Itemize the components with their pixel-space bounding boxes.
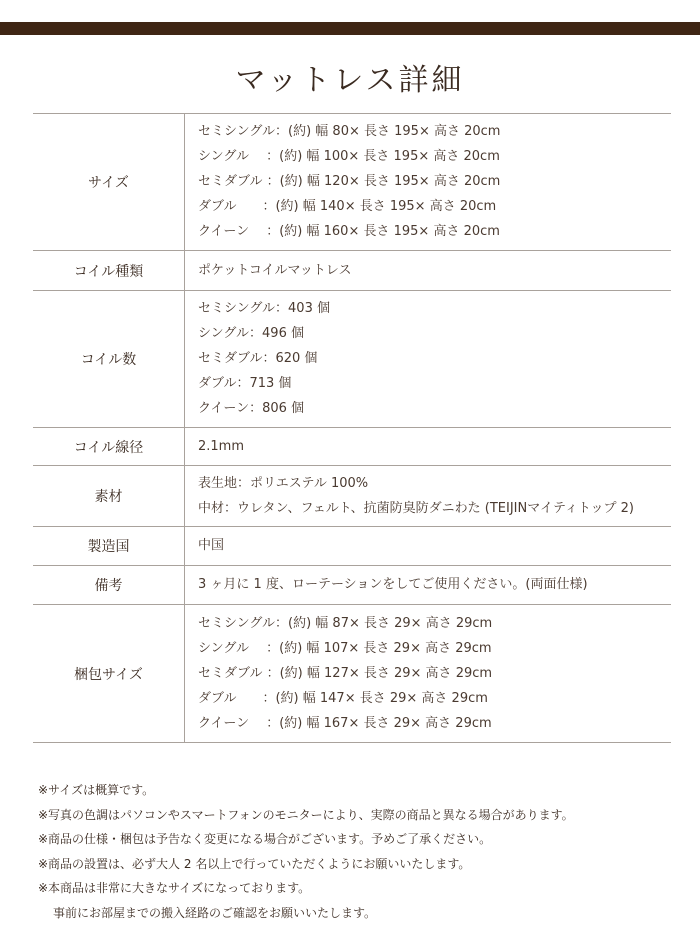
spec-row-label: 梱包サイズ [33, 605, 185, 743]
spec-row [33, 251, 671, 291]
spec-row-label: コイル数 [33, 291, 185, 428]
spec-value-line: セミダブル：620 個 [198, 351, 318, 366]
spec-row-value [185, 605, 672, 743]
spec-table-body [33, 114, 671, 743]
spec-row-value [185, 428, 672, 466]
spec-value-line: 表生地：ポリエステル 100% [198, 476, 369, 491]
spec-value-line: セミダブル ：(約) 幅 127× 長さ 29× 高さ 29cm [198, 666, 493, 681]
spec-row-label: コイル種類 [33, 251, 185, 291]
note-line: 事前にお部屋までの搬入経路のご確認をお願いいたします。 [53, 905, 377, 920]
spec-row [33, 428, 671, 466]
spec-value-line: セミダブル ：(約) 幅 120× 長さ 195× 高さ 20cm [198, 174, 501, 189]
spec-row [33, 291, 671, 428]
note-line: ※サイズは概算です。 [38, 783, 155, 797]
spec-value-line: ダブル ：(約) 幅 147× 長さ 29× 高さ 29cm [198, 691, 488, 706]
spec-row [33, 114, 671, 251]
notes [38, 778, 678, 925]
spec-value-line: 2.1mm [198, 439, 245, 454]
note-line: ※商品の仕様・梱包は予告なく変更になる場合がございます。予めご了承ください。 [38, 832, 492, 846]
page-title: マットレス詳細 [235, 63, 465, 98]
spec-row [33, 466, 671, 527]
spec-value-line: クイーン ：(約) 幅 167× 長さ 29× 高さ 29cm [198, 716, 492, 731]
spec-value-line: 中材：ウレタン、フェルト、抗菌防臭防ダニわた (TEIJINマイティトップ 2) [198, 501, 634, 516]
spec-value-line: ダブル ：(約) 幅 140× 長さ 195× 高さ 20cm [198, 199, 497, 214]
spec-value-line: セミシングル：(約) 幅 80× 長さ 195× 高さ 20cm [198, 124, 501, 139]
spec-row-value [185, 114, 672, 251]
spec-row-label: 備考 [33, 566, 185, 605]
spec-value-line: シングル ：(約) 幅 100× 長さ 195× 高さ 20cm [198, 149, 500, 164]
spec-value-line: セミシングル：403 個 [198, 301, 330, 316]
spec-row-label: 素材 [33, 466, 185, 527]
spec-value-line: ポケットコイルマットレス [198, 263, 352, 278]
spec-row-value [185, 566, 672, 605]
spec-value-line: セミシングル：(約) 幅 87× 長さ 29× 高さ 29cm [198, 616, 493, 631]
spec-row-value [185, 291, 672, 428]
spec-value-line: ダブル：713 個 [198, 376, 292, 391]
spec-table [33, 113, 671, 743]
spec-row-label: コイル線径 [33, 428, 185, 466]
spec-value-line: クイーン：806 個 [198, 401, 305, 416]
spec-row-label: サイズ [33, 114, 185, 251]
spec-value-line: クイーン ：(約) 幅 160× 長さ 195× 高さ 20cm [198, 224, 500, 239]
spec-value-line: シングル ：(約) 幅 107× 長さ 29× 高さ 29cm [198, 641, 492, 656]
spec-row-value [185, 466, 672, 527]
spec-row [33, 527, 671, 566]
spec-value-line: 3 ヶ月に 1 度、ローテーションをしてご使用ください。(両面仕様) [198, 577, 588, 592]
spec-row-value [185, 251, 672, 291]
note-line: ※写真の色調はパソコンやスマートフォンのモニターにより、実際の商品と異なる場合があります。 [38, 807, 574, 822]
spec-row-label: 製造国 [33, 527, 185, 566]
spec-row-value [185, 527, 672, 566]
note-line: ※商品の設置は、必ず大人 2 名以上で行っていただくようにお願いいたします。 [38, 856, 471, 871]
note-line: ※本商品は非常に大きなサイズになっております。 [38, 881, 311, 895]
spec-value-line: 中国 [198, 538, 225, 553]
spec-row [33, 605, 671, 743]
spec-value-line: シングル：496 個 [198, 326, 304, 341]
top-bar [0, 22, 700, 35]
spec-row [33, 566, 671, 605]
